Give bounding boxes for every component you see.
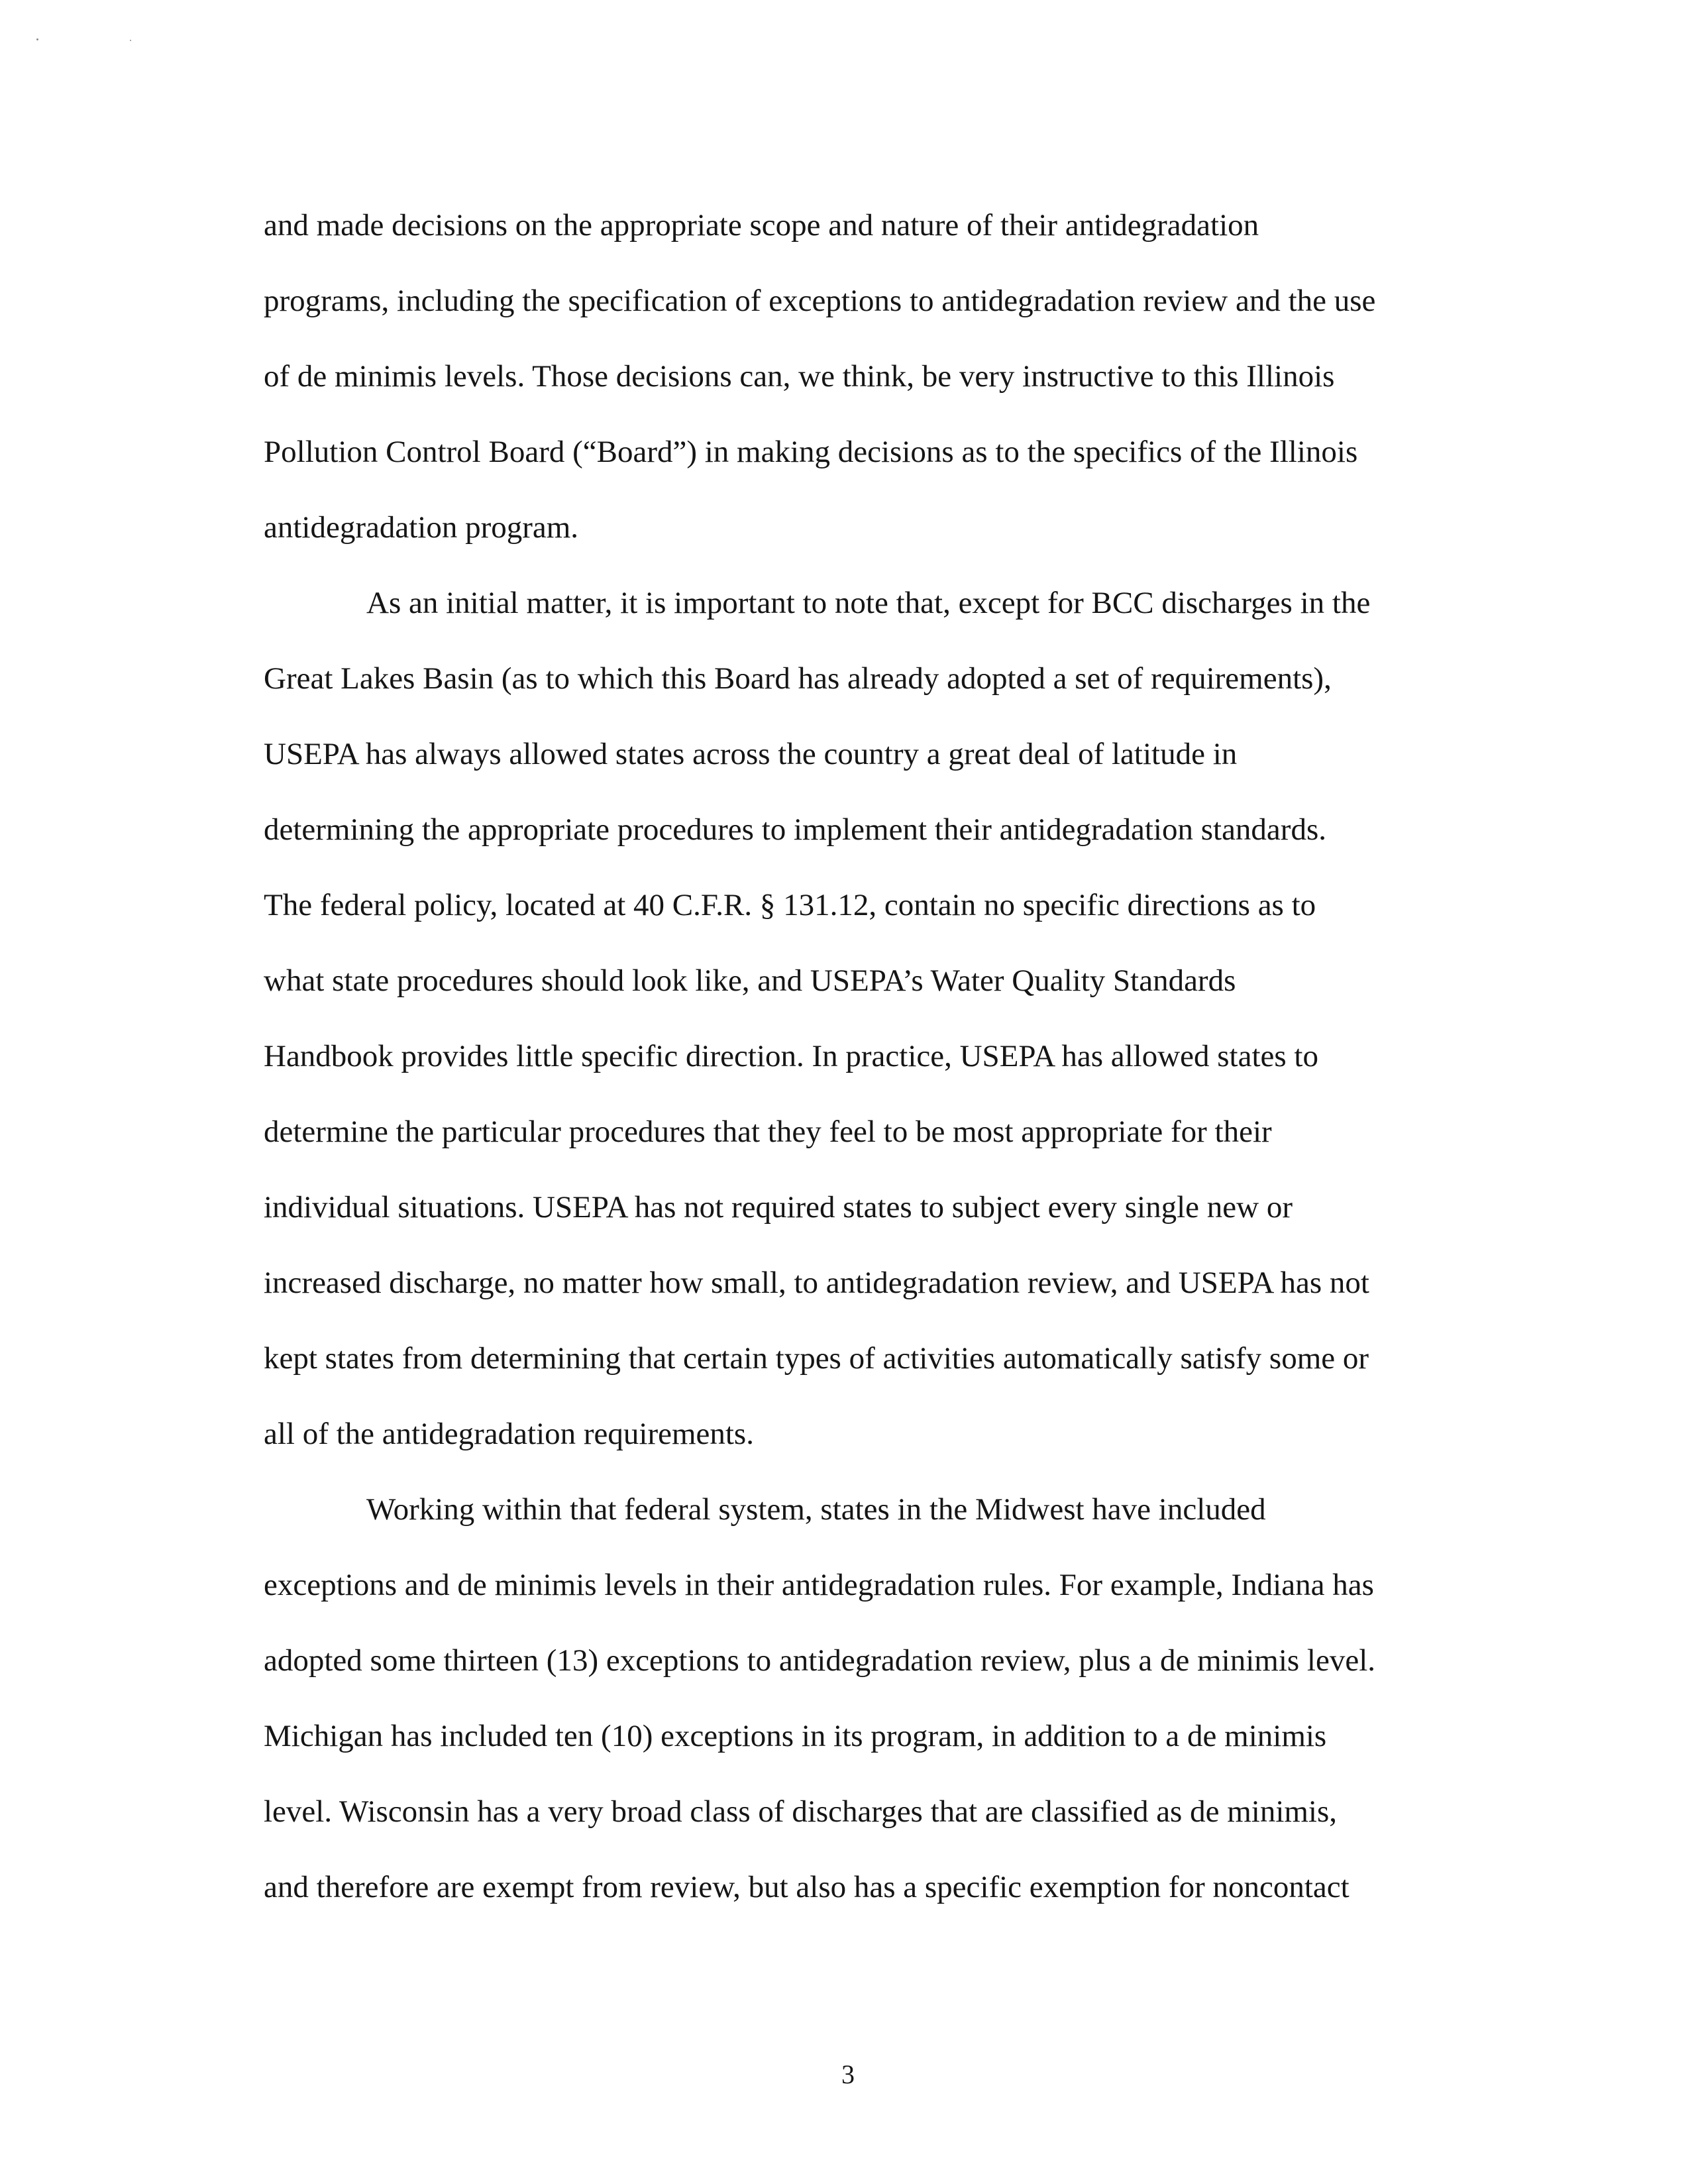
- text-line: kept states from determining that certain types of activities automatically satisfy some or: [264, 1341, 1369, 1376]
- text-line: level. Wisconsin has a very broad class of discharges that are classified as de minimis,: [264, 1794, 1338, 1829]
- paragraph: [264, 203, 1483, 580]
- text-line: determining the appropriate procedures to implement their antidegradation standards.: [264, 812, 1326, 847]
- text-line: increased discharge, no matter how small, to antidegradation review, and USEPA has not: [264, 1266, 1369, 1300]
- paragraph: [264, 580, 1483, 1487]
- text-line: Handbook provides little specific direction. In practice, USEPA has allowed states to: [264, 1039, 1318, 1073]
- text-line: Michigan has included ten (10) exceptions in its program, in addition to a de minimis: [264, 1719, 1327, 1753]
- body-text: [264, 203, 1483, 1940]
- page-number: 3: [841, 2059, 855, 2089]
- text-line: Pollution Control Board (“Board”) in making decisions as to the specifics of the Illinois: [264, 435, 1358, 469]
- text-line: what state procedures should look like, and USEPA’s Water Quality Standards: [264, 963, 1236, 998]
- scan-speck: [130, 40, 131, 41]
- paragraph: [264, 1487, 1483, 1940]
- text-line: and made decisions on the appropriate scope and nature of their antidegradation: [264, 208, 1259, 243]
- text-line: Great Lakes Basin (as to which this Board has already adopted a set of requirements),: [264, 661, 1332, 696]
- text-line: of de minimis levels. Those decisions can, we think, be very instructive to this Illinois: [264, 359, 1335, 394]
- text-line: USEPA has always allowed states across the country a great deal of latitude in: [264, 737, 1238, 771]
- text-line: As an initial matter, it is important to note that, except for BCC discharges in the: [366, 586, 1371, 620]
- text-line: exceptions and de minimis levels in their antidegradation rules. For example, Indiana has: [264, 1568, 1374, 1602]
- text-line: Working within that federal system, states in the Midwest have included: [366, 1492, 1266, 1527]
- scan-speck: [36, 38, 38, 40]
- text-line: individual situations. USEPA has not required states to subject every single new or: [264, 1190, 1293, 1225]
- text-line: antidegradation program.: [264, 510, 579, 545]
- text-line: and therefore are exempt from review, but also has a specific exemption for noncontact: [264, 1870, 1350, 1904]
- text-line: adopted some thirteen (13) exceptions to antidegradation review, plus a de minimis level.: [264, 1643, 1376, 1678]
- text-line: The federal policy, located at 40 C.F.R. § 131.12, contain no specific directions as to: [264, 888, 1316, 922]
- text-line: programs, including the specification of exceptions to antidegradation review and the use: [264, 284, 1376, 318]
- text-line: determine the particular procedures that they feel to be most appropriate for their: [264, 1115, 1272, 1149]
- text-line: all of the antidegradation requirements.: [264, 1417, 754, 1451]
